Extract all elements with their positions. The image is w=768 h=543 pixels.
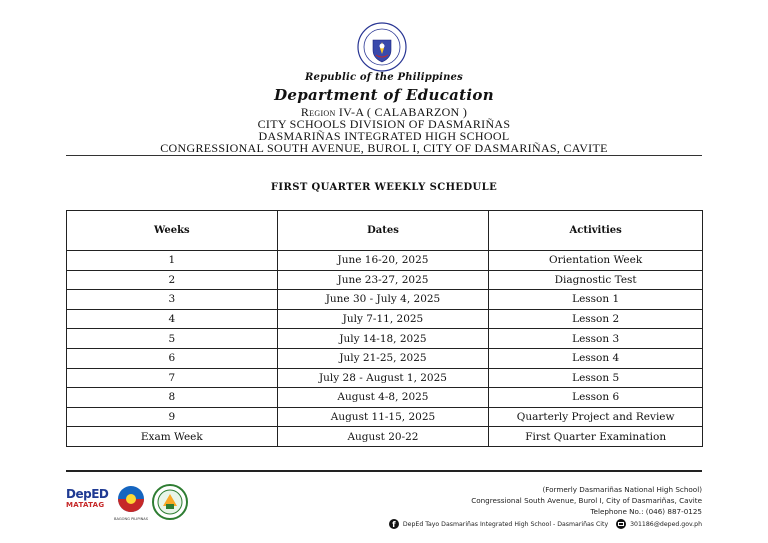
school-name-line: DASMARIÑAS INTEGRATED HIGH SCHOOL <box>258 129 510 143</box>
date-cell: August 20-22 <box>277 427 489 447</box>
republic-heading: Republic of the Philippines <box>305 72 463 83</box>
footer-contacts <box>389 519 702 529</box>
date-cell: June 16-20, 2025 <box>277 251 489 271</box>
schedule-title: FIRST QUARTER WEEKLY SCHEDULE <box>270 182 498 193</box>
week-cell: 8 <box>67 388 278 408</box>
activity-cell: Lesson 3 <box>489 329 703 349</box>
region-line: Region IV-A ( CALABARZON ) <box>300 105 468 119</box>
week-cell: Exam Week <box>67 427 278 447</box>
week-cell: 7 <box>67 368 278 388</box>
table-row <box>67 368 703 388</box>
table-row <box>67 309 703 329</box>
date-cell: June 23-27, 2025 <box>277 270 489 290</box>
activity-cell: Diagnostic Test <box>489 270 703 290</box>
week-cell: 5 <box>67 329 278 349</box>
footer-school-info <box>471 484 702 517</box>
activity-cell: First Quarter Examination <box>489 427 703 447</box>
email-link[interactable]: 301186@deped.gov.ph <box>630 520 702 528</box>
formerly-line: (Formerly Dasmariñas National High School) <box>542 485 702 494</box>
footer-logos <box>66 484 196 524</box>
bagong-pilipinas-logo <box>114 484 148 522</box>
date-cell: August 4-8, 2025 <box>277 388 489 408</box>
activity-cell: Lesson 4 <box>489 348 703 368</box>
activity-cell: Lesson 2 <box>489 309 703 329</box>
date-cell: July 7-11, 2025 <box>277 309 489 329</box>
table-row <box>67 270 703 290</box>
footer-divider <box>66 470 702 472</box>
activity-cell: Orientation Week <box>489 251 703 271</box>
school-address-line: CONGRESSIONAL SOUTH AVENUE, BUROL I, CITY OF DASMARIÑAS, CAVITE <box>160 141 608 155</box>
deped-matatag-logo <box>66 487 110 519</box>
table-row <box>67 329 703 349</box>
date-cell: July 28 - August 1, 2025 <box>277 368 489 388</box>
table-row <box>67 251 703 271</box>
activity-cell: Lesson 1 <box>489 290 703 310</box>
telephone-line: Telephone No.: (046) 887-0125 <box>590 507 702 516</box>
deped-logo-text: DepED <box>66 487 109 501</box>
header-divider <box>66 155 702 156</box>
schedule-table <box>66 210 703 447</box>
week-cell: 2 <box>67 270 278 290</box>
table-row <box>67 427 703 447</box>
matatag-logo-text: MATATAG <box>66 501 105 509</box>
school-seal-logo <box>152 484 188 520</box>
date-cell: August 11-15, 2025 <box>277 407 489 427</box>
date-cell: July 21-25, 2025 <box>277 348 489 368</box>
email-icon <box>616 519 626 529</box>
activity-cell: Lesson 5 <box>489 368 703 388</box>
facebook-icon: f <box>389 519 399 529</box>
column-header-dates: Dates <box>277 211 489 251</box>
date-cell: July 14-18, 2025 <box>277 329 489 349</box>
week-cell: 3 <box>67 290 278 310</box>
activity-cell: Quarterly Project and Review <box>489 407 703 427</box>
week-cell: 6 <box>67 348 278 368</box>
week-cell: 4 <box>67 309 278 329</box>
column-header-weeks: Weeks <box>67 211 278 251</box>
deped-seal-logo <box>357 22 407 72</box>
bagong-pilipinas-text: BAGONG PILIPINAS <box>114 517 148 521</box>
facebook-page-link[interactable]: DepEd Tayo Dasmariñas Integrated High School - Dasmariñas City <box>402 520 609 528</box>
department-heading: Department of Education <box>274 86 494 104</box>
column-header-activities: Activities <box>489 211 703 251</box>
table-row <box>67 388 703 408</box>
table-row <box>67 407 703 427</box>
date-cell: June 30 - July 4, 2025 <box>277 290 489 310</box>
division-line: CITY SCHOOLS DIVISION OF DASMARIÑAS <box>257 117 511 131</box>
table-row <box>67 348 703 368</box>
week-cell: 1 <box>67 251 278 271</box>
week-cell: 9 <box>67 407 278 427</box>
table-row <box>67 290 703 310</box>
activity-cell: Lesson 6 <box>489 388 703 408</box>
table-header-row <box>67 211 703 251</box>
footer-address-line: Congressional South Avenue, Burol I, City of Dasmariñas, Cavite <box>471 496 702 505</box>
